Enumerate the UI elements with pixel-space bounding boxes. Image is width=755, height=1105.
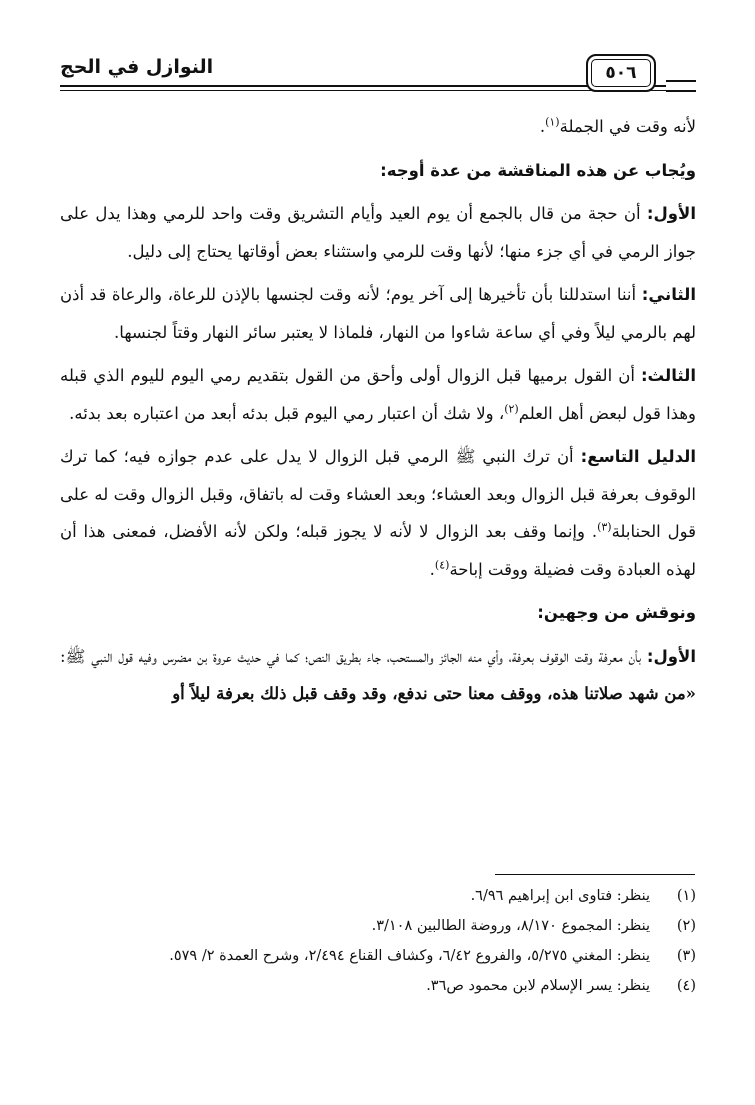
paragraph-objection-first bbox=[60, 638, 696, 713]
page-number: ٥٠٦ bbox=[605, 63, 637, 83]
paragraph-ninth-end: . bbox=[429, 559, 435, 579]
heading-second: الثاني: bbox=[641, 285, 696, 304]
paragraph-first-text: أن حجة من قال بالجمع أن يوم العيد وأيام التشريق وقت واحد للرمي وهذا يدل على جواز الرمي في أي جزء منها؛ لأنها وقت للرمي واستثناء بعض أوقاتها يحتاج إلى دليل. bbox=[60, 204, 696, 261]
footnote-text: ينظر: فتاوى ابن إبراهيم ٦/٩٦. bbox=[470, 888, 650, 904]
footnote-text: ينظر: يسر الإسلام لابن محمود ص٣٦. bbox=[426, 978, 650, 994]
footnote-ref-3: (٣) bbox=[597, 520, 612, 534]
paragraph-second-text: أننا استدللنا بأن تأخيرها إلى آخر يوم؛ لأنه وقت لجنسها بالإذن للرعاة، والرعاة قد أذن لهم بالرمي ليلاً وفي أي ساعة شاءوا من النهار، فلماذا لا يعتبر سائر النهار وقتاً لجنسها. bbox=[60, 285, 696, 342]
paragraph-ninth-text-a: أن ترك النبي ﷺ الرمي قبل الزوال لا يدل على عدم جوازه فيه؛ كما ترك الوقوف بعرفة قبل الزوال وبعد العشاء؛ وبعد العشاء وقت له باتفاق، وقبل الزوال وقت له على قول الحنابلة bbox=[60, 447, 696, 541]
footnote-number: (٢) bbox=[676, 918, 696, 934]
footnote-text: ينظر: المجموع ٨/١٧٠، وروضة الطالبين ٣/١٠٨. bbox=[371, 918, 650, 934]
footnote-number: (١) bbox=[676, 888, 696, 904]
paragraph-1-end: . bbox=[539, 117, 546, 136]
footnote-separator bbox=[495, 874, 695, 875]
paragraph-1 bbox=[60, 108, 696, 146]
footnote-ref-2: (٢) bbox=[504, 402, 519, 415]
footnote-ref-4: (٤) bbox=[434, 558, 450, 571]
page-number-frame bbox=[586, 54, 656, 92]
heading-first: الأول: bbox=[646, 204, 696, 223]
hadith-quote: «من شهد صلاتنا هذه، ووقف معنا حتى ندفع، وقد وقف قبل ذلك بعرفة ليلاً أو bbox=[172, 684, 696, 703]
paragraph-ninth-evidence bbox=[60, 438, 696, 588]
heading-third: الثالث: bbox=[640, 366, 696, 385]
header-ornament bbox=[666, 80, 696, 92]
section-heading-objection: ونوقش من وجهين: bbox=[537, 603, 696, 622]
paragraph-objection-text: بأن معرفة وقت الوقوف بعرفة، وأي منه الجائز والمستحب، جاء بطريق النص؛ كما في حديث عروة بن مضرس وفيه قول النبي ﷺ: bbox=[60, 646, 647, 666]
heading-ninth-evidence: الدليل التاسع: bbox=[580, 447, 696, 466]
main-text bbox=[60, 108, 696, 713]
footnote-item bbox=[60, 913, 696, 940]
paragraph-second bbox=[60, 276, 696, 351]
footnote-item bbox=[60, 883, 696, 910]
section-heading-response: ويُجاب عن هذه المناقشة من عدة أوجه: bbox=[380, 160, 696, 180]
footnote-item bbox=[60, 973, 696, 1000]
footnote-text: ينظر: المغني ٥/٢٧٥، والفروع ٦/٤٢، وكشاف القناع ٢/٤٩٤، وشرح العمدة ٢/ ٥٧٩. bbox=[169, 948, 650, 964]
paragraph-1-text: لأنه وقت في الجملة bbox=[559, 117, 696, 136]
paragraph-third-text-a: أن القول برميها قبل الزوال أولى وأحق من القول بتقديم رمي اليوم لليوم الذي قبله وهذا قول لبعض أهل العلم bbox=[60, 366, 696, 423]
paragraph-third bbox=[60, 357, 696, 432]
page-header bbox=[60, 52, 696, 96]
footnote-item bbox=[60, 943, 696, 970]
paragraph-first bbox=[60, 195, 696, 270]
paragraph-ninth-text-b: . وإنما وقف بعد الزوال لا لأنه لا يجوز قبله؛ ولكن لأنه الأفضل، فمعنى هذا أن لهذه العبادة وقت فضيلة ووقت إباحة bbox=[60, 522, 696, 579]
footnote-number: (٤) bbox=[676, 978, 696, 994]
footnotes bbox=[60, 880, 696, 1003]
heading-objection-first: الأول: bbox=[646, 646, 696, 666]
footnote-number: (٣) bbox=[676, 948, 696, 964]
footnote-ref-1: (١) bbox=[545, 115, 560, 129]
paragraph-third-text-b: ، ولا شك أن اعتبار رمي اليوم قبل بدئه أبعد من اعتباره بعد بدئه. bbox=[69, 403, 505, 423]
running-title: النوازل في الحج bbox=[60, 56, 214, 78]
